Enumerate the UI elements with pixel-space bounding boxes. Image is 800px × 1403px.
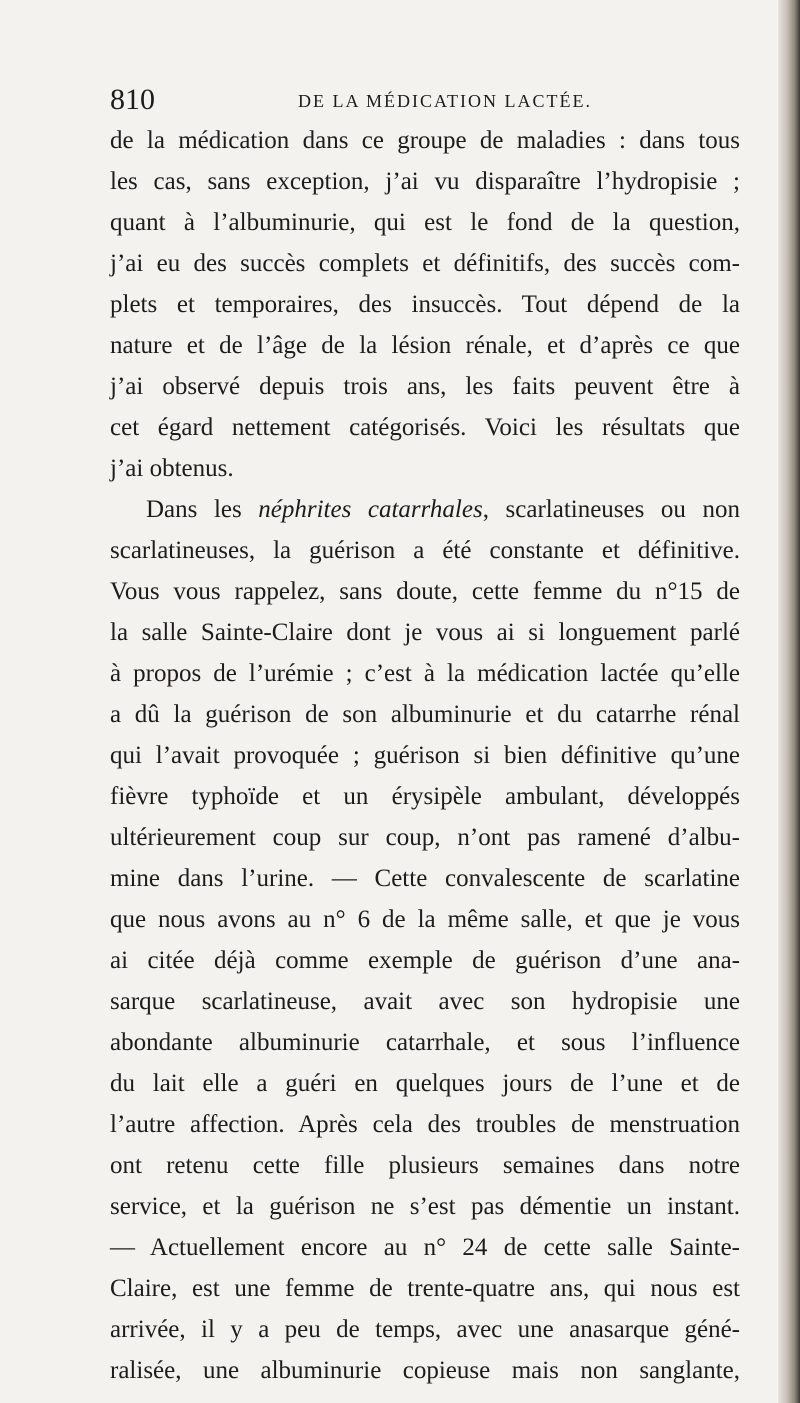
text-line: que nous avons au n° 6 de la même salle, et que je vous [110, 906, 740, 933]
page-header [110, 80, 700, 120]
text-line: ultérieurement coup sur coup, n’ont pas ramené d’albu- [110, 824, 740, 851]
text-line: la salle Sainte-Claire dont je vous ai si longuement parlé [110, 619, 740, 646]
text-line: Claire, est une femme de trente-quatre ans, qui nous est [110, 1275, 740, 1302]
text-line [110, 489, 740, 530]
text-line: l’autre affection. Après cela des troubles de menstruation [110, 1111, 740, 1138]
running-title: DE LA MÉDICATION LACTÉE. [298, 91, 592, 111]
text-line: mine dans l’urine. — Cette convalescente de scarlatine [110, 865, 740, 892]
text-line: ai citée déjà comme exemple de guérison d’une ana- [110, 947, 740, 974]
text-line: fièvre typhoïde et un érysipèle ambulant, développés [110, 783, 740, 810]
text-line: à propos de l’urémie ; c’est à la médication lactée qu’elle [110, 660, 740, 687]
text-line: nature et de l’âge de la lésion rénale, et d’après ce que [110, 332, 740, 359]
text-line: Vous vous rappelez, sans doute, cette femme du n°15 de [110, 578, 740, 605]
text-line: arrivée, il y a peu de temps, avec une anasarque géné- [110, 1316, 740, 1343]
text-line: j’ai eu des succès complets et définitifs, des succès com- [110, 250, 740, 277]
text-line: ont retenu cette fille plusieurs semaines dans notre [110, 1152, 740, 1179]
text-line: j’ai obtenus. [110, 455, 234, 482]
text-line: ralisée, une albuminurie copieuse mais non sanglante, [110, 1357, 740, 1384]
text-line: de la médication dans ce groupe de maladies : dans tous [110, 127, 740, 154]
body-text [110, 120, 740, 1391]
text-line: du lait elle a guéri en quelques jours de l’une et de [110, 1070, 740, 1097]
page-edge-shadow [778, 0, 800, 1403]
text-line: les cas, sans exception, j’ai vu disparaître l’hydropisie ; [110, 168, 740, 195]
text-line: quant à l’albuminurie, qui est le fond de la question, [110, 209, 740, 236]
text-line: plets et temporaires, des insuccès. Tout dépend de la [110, 291, 740, 318]
text-line: — Actuellement encore au n° 24 de cette salle Sainte- [110, 1234, 740, 1261]
text-run: , scarlatineuses ou non [482, 496, 740, 523]
italic-term: néphrites catarrhales [258, 496, 483, 523]
text-line: sarque scarlatineuse, avait avec son hydropisie une [110, 988, 740, 1015]
text-line: j’ai observé depuis trois ans, les faits peuvent être à [110, 373, 740, 400]
text-line: qui l’avait provoquée ; guérison si bien définitive qu’une [110, 742, 740, 769]
text-line: scarlatineuses, la guérison a été constante et définitive. [110, 537, 740, 564]
text-line: cet égard nettement catégorisés. Voici les résultats que [110, 414, 740, 441]
text-run: Dans les [146, 496, 259, 523]
text-line: service, et la guérison ne s’est pas démentie un instant. [110, 1193, 740, 1220]
text-line: a dû la guérison de son albuminurie et du catarrhe rénal [110, 701, 740, 728]
text-line: abondante albuminurie catarrhale, et sous l’influence [110, 1029, 740, 1056]
page-number: 810 [110, 83, 155, 116]
